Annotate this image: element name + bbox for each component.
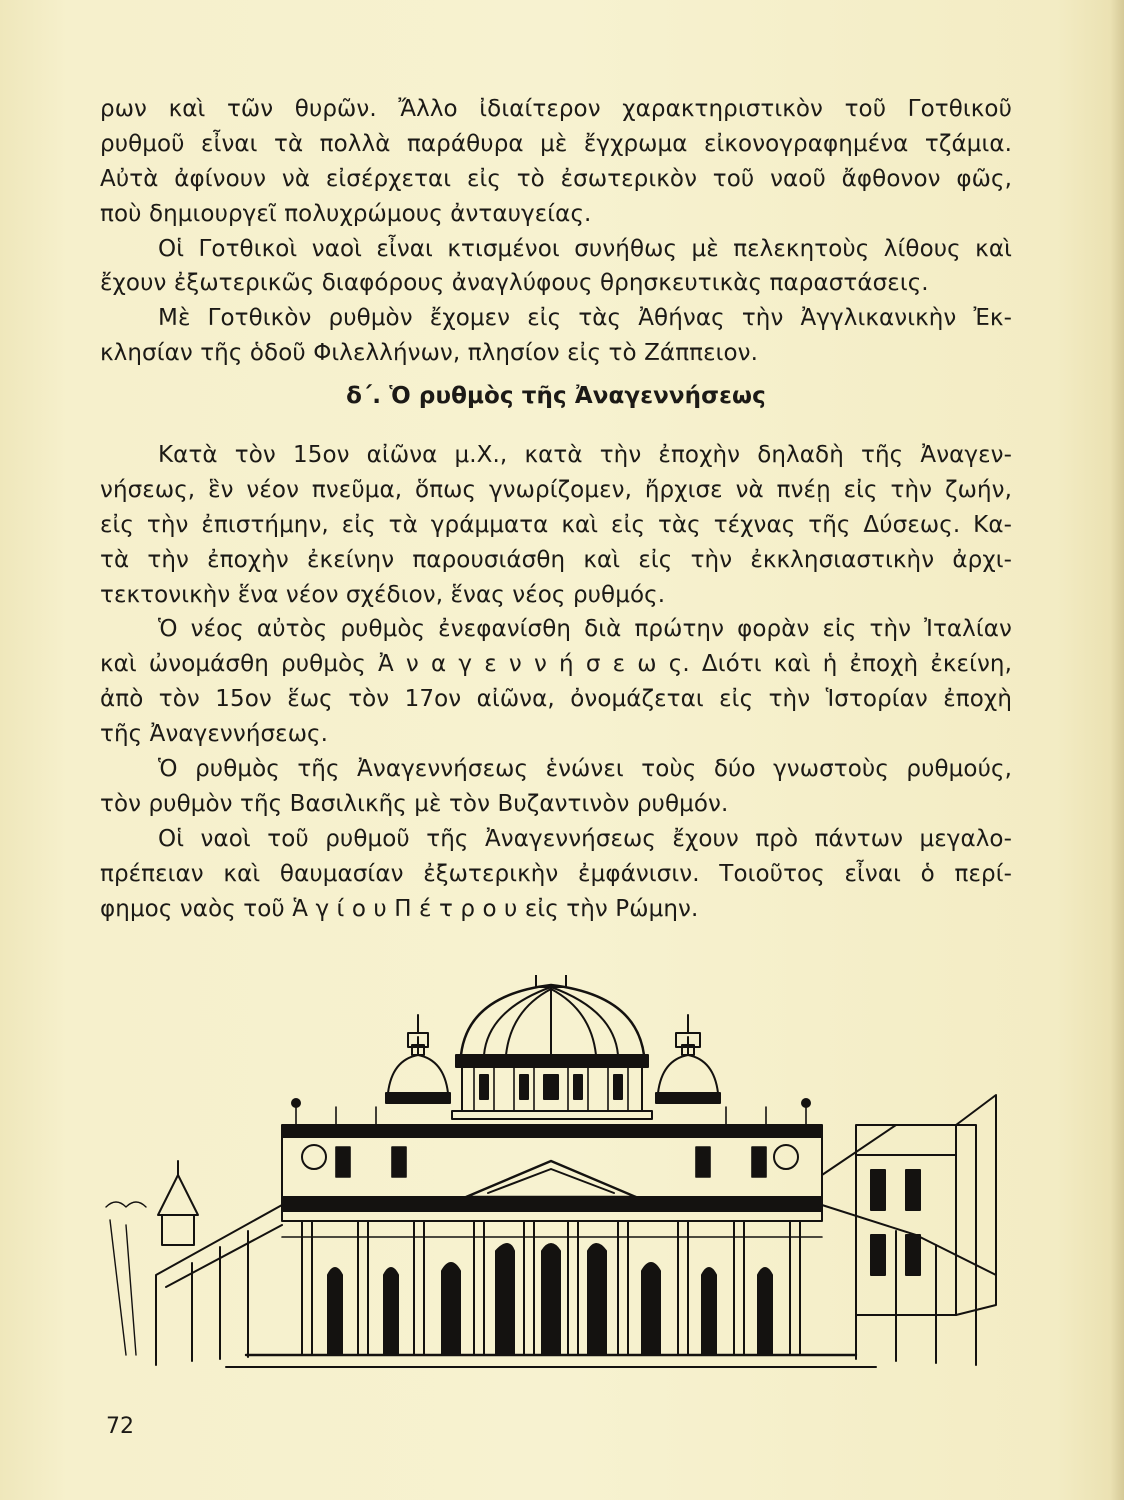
text-line: κλησίαν τῆς ὁδοῦ Φιλελλήνων, πλησίον εἰς τὸ Ζάππειον. xyxy=(100,340,759,367)
text-line: τεκτονικὴν ἕνα νέον σχέδιον, ἕνας νέος ρυθμός. xyxy=(100,581,666,608)
text-line: ἀπὸ τὸν 15ον ἕως τὸν 17ον αἰῶνα, ὀνομάζεται εἰς τὴν Ἱστορίαν ἐποχὴ xyxy=(100,686,1012,713)
text-line: Οἱ ναοὶ τοῦ ρυθμοῦ τῆς Ἀναγεννήσεως ἔχουν πρὸ πάντων μεγαλο- xyxy=(158,825,1012,852)
text-line: Κατὰ τὸν 15ον αἰῶνα μ.Χ., κατὰ τὴν ἐποχὴν δηλαδὴ τῆς Ἀναγεν- xyxy=(158,442,1012,469)
text-line: ρυθμοῦ εἶναι τὰ πολλὰ παράθυρα μὲ ἔγχρωμα εἰκονογραφημένα τζάμια. xyxy=(100,130,1012,157)
text-line: τὸν ρυθμὸν τῆς Βασιλικῆς μὲ τὸν Βυζαντινὸν ρυθμόν. xyxy=(100,790,729,817)
text-line: τὰ τὴν ἐποχὴν ἐκείνην παρουσιάσθη καὶ εἰς τὴν ἐκκλησιαστικὴν ἀρχι- xyxy=(100,546,1012,573)
text-line: Αὐτὰ ἀφίνουν νὰ εἰσέρχεται εἰς τὸ ἐσωτερικὸν τοῦ ναοῦ ἄφθονον φῶς, xyxy=(100,165,1012,192)
page-number: 72 xyxy=(106,1414,134,1439)
page-edge-shadow xyxy=(1110,0,1124,1500)
text-line: ρων καὶ τῶν θυρῶν. Ἄλλο ἰδιαίτερον χαρακτηριστικὸν τοῦ Γοτθικοῦ xyxy=(100,96,1012,122)
text-line: καὶ ὠνομάσθη ρυθμὸς Ἀ ν α γ ε ν ν ή σ ε ω ς. Διότι καὶ ἡ ἐποχὴ ἐκείνη, xyxy=(100,651,1012,678)
text-line: τῆς Ἀναγεννήσεως. xyxy=(100,721,329,748)
text-line: Μὲ Γοτθικὸν ρυθμὸν ἔχομεν εἰς τὰς Ἀθήνας τὴν Ἀγγλικανικὴν Ἐκ- xyxy=(158,305,1012,332)
text-line: ἔχουν ἐξωτερικῶς διαφόρους ἀναγλύφους θρησκευτικὰς παραστάσεις. xyxy=(100,270,929,297)
st-peters-basilica-illustration xyxy=(96,975,1026,1380)
spacer xyxy=(100,418,1012,438)
text-line: νήσεως, ἓν νέον πνεῦμα, ὅπως γνωρίζομεν, ἤρχισε νὰ πνέῃ εἰς τὴν ζωήν, xyxy=(100,476,1012,503)
text-line: εἰς τὴν ἐπιστήμην, εἰς τὰ γράμματα καὶ εἰς τὰς τέχνας τῆς Δύσεως. Κα- xyxy=(100,511,1012,538)
text-line: φημος ναὸς τοῦ Ἁ γ ί ο υ Π έ τ ρ ο υ εἰς τὴν Ρώμην. xyxy=(100,895,699,922)
text-line: Ὁ νέος αὐτὸς ρυθμὸς ἐνεφανίσθη διὰ πρώτην φορὰν εἰς τὴν Ἰταλίαν xyxy=(158,616,1012,643)
text-line: πρέπειαν καὶ θαυμασίαν ἐξωτερικὴν ἐμφάνισιν. Τοιοῦτος εἶναι ὁ περί- xyxy=(100,860,1012,887)
text-line: ποὺ δημιουργεῖ πολυχρώμους ἀνταυγείας. xyxy=(100,200,592,227)
body-text xyxy=(100,92,1012,926)
text-line: Ὁ ρυθμὸς τῆς Ἀναγεννήσεως ἑνώνει τοὺς δύο γνωστοὺς ρυθμούς, xyxy=(158,756,1012,783)
text-line: Οἱ Γοτθικοὶ ναοὶ εἶναι κτισμένοι συνήθως μὲ πελεκητοὺς λίθους καὶ xyxy=(158,235,1012,262)
section-heading: δ΄. Ὁ ρυθμὸς τῆς Ἀναγεννήσεως xyxy=(346,383,766,410)
